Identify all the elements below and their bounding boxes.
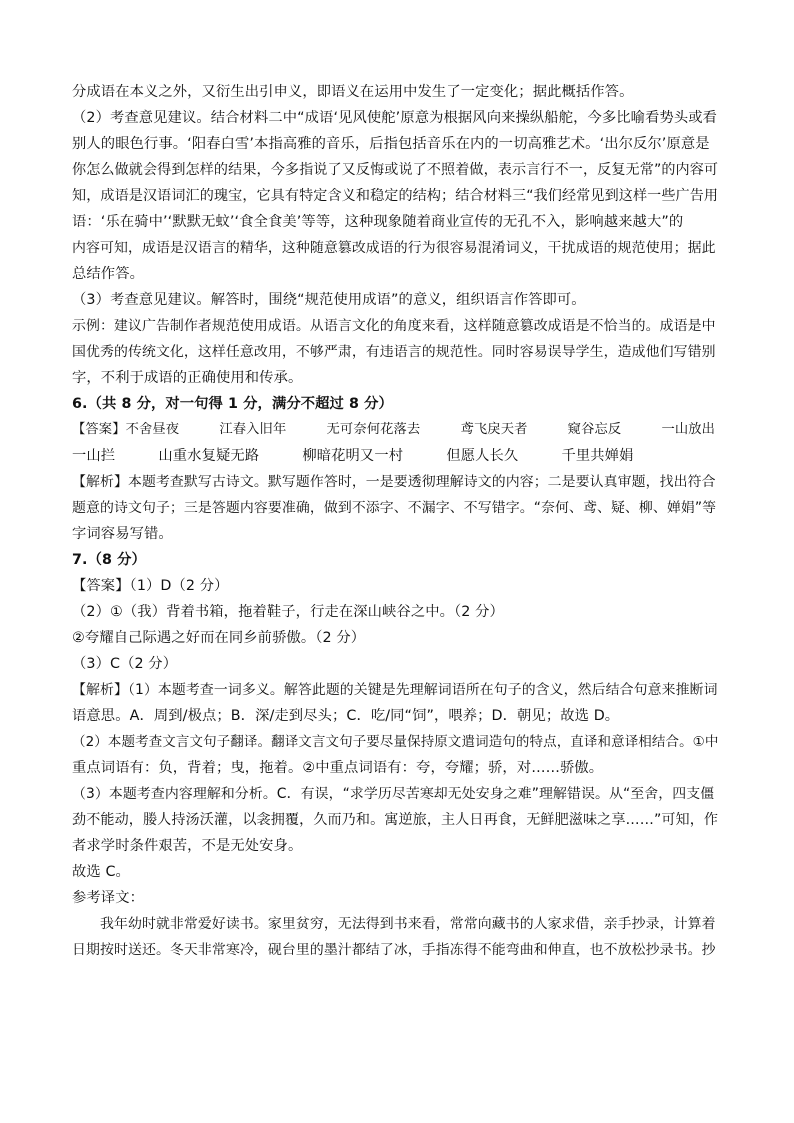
text-line: 一山拦 山重水复疑无路 柳暗花明又一村 但愿人长久 千里共婵娟 bbox=[72, 448, 634, 464]
text-line: （2）本题考查文言文句子翻译。翻译文言文句子要尽量保持原文遣词造句的特点，直译和意译相结合。①中 bbox=[72, 734, 719, 750]
text-line: 示例：建议广告制作者规范使用成语。从语言文化的角度来看，这样随意篡改成语是不恰当的。成语是中 bbox=[72, 318, 716, 334]
text-line: ②夸耀自己际遇之好而在同乡前骄傲。（2 分） bbox=[72, 630, 366, 646]
text-line: 劲不能动，媵人持汤沃灌，以衾拥覆，久而乃和。寓逆旅，主人日再食，无鲜肥滋味之享……”可知，作 bbox=[72, 812, 719, 828]
text-line: 字，不利于成语的正确使用和传承。 bbox=[72, 370, 303, 386]
text-line: 你怎么做就会得到怎样的结果，今多指说了又反悔或说了不照着做，表示言行不一，反复无常”的内容可 bbox=[72, 162, 719, 178]
text-line: 知，成语是汉语词汇的瑰宝，它具有特定含义和稳定的结构；结合材料三“我们经常见到这样一些广告用 bbox=[72, 188, 719, 204]
text-line: 【答案】（1）D（2 分） bbox=[72, 578, 229, 594]
text-line: 者求学时条件艰苦，不是无处安身。 bbox=[72, 838, 303, 854]
text-line: 故选 C。 bbox=[72, 864, 130, 880]
text-line: （3）C（2 分） bbox=[72, 656, 178, 672]
text-line: 【解析】（1）本题考查一词多义。解答此题的关键是先理解词语所在句子的含义，然后结合句意来推断词 bbox=[72, 682, 718, 698]
text-line: 总结作答。 bbox=[72, 266, 144, 282]
text-line: 语：‘乐在骑中’‘默默无蚊’‘食全食美’等等，这种现象随着商业宣传的无孔不入，影响越来越大”的 bbox=[72, 214, 684, 230]
text-line: 6.（共 8 分，对一句得 1 分，满分不超过 8 分） bbox=[72, 396, 393, 412]
text-line: （3）本题考查内容理解和分析。C．有误，“求学历尽苦寒却无处安身之难”理解错误。从“至舍，四支僵 bbox=[72, 786, 715, 802]
text-line: 题意的诗文句子；三是答题内容要准确，做到不添字、不漏字、不写错字。“奈何、鸢、疑、柳、婵娟”等 bbox=[72, 500, 717, 516]
text-line: 国优秀的传统文化，这样任意改用，不够严肃，有违语言的规范性。同时容易误导学生，造成他们写错别 bbox=[72, 344, 716, 360]
text-line: 我年幼时就非常爱好读书。家里贫穷，无法得到书来看，常常向藏书的人家求借，亲手抄录，计算着 bbox=[72, 916, 716, 932]
text-line: 参考译文： bbox=[72, 890, 144, 906]
text-line: 【答案】不舍昼夜 江春入旧年 无可奈何花落去 鸢飞戾天者 窥谷忘反 一山放出 bbox=[72, 422, 716, 437]
text-line: （3）考查意见建议。解答时，围绕“规范使用成语”的意义，组织语言作答即可。 bbox=[72, 292, 586, 308]
text-line: （2）考查意见建议。结合材料二中“成语‘见风使舵’原意为根据风向来操纵船舵，今多比喻看势头或看 bbox=[72, 110, 718, 126]
text-line: 内容可知，成语是汉语言的精华，这种随意篡改成语的行为很容易混淆词义，干扰成语的规范使用；据此 bbox=[72, 240, 716, 256]
text-line: 7.（8 分） bbox=[72, 552, 146, 568]
text-line: 字词容易写错。 bbox=[72, 526, 173, 542]
text-line: 重点词语有：负，背着；曳，拖着。②中重点词语有：夸，夸耀；骄，对……骄傲。 bbox=[72, 760, 604, 776]
text-line: 分成语在本义之外，又衍生出引申义，即语义在运用中发生了一定变化；据此概括作答。 bbox=[72, 84, 634, 100]
text-line: （2）①（我）背着书箱，拖着鞋子，行走在深山峡谷之中。（2 分） bbox=[72, 604, 504, 620]
text-line: 日期按时送还。冬天非常寒冷，砚台里的墨汁都结了冰，手指冻得不能弯曲和伸直，也不放松抄录书。抄 bbox=[72, 942, 716, 958]
text-line: 【解析】本题考查默写古诗文。默写题作答时，一是要透彻理解诗文的内容；二是要认真审题，找出符合 bbox=[72, 474, 716, 490]
text-line: 语意思。A．周到/极点；B．深/走到尽头；C．吃/同“饲”，喂养；D．朝见；故选 D。 bbox=[72, 708, 620, 724]
text-line: 别人的眼色行事。‘阳春白雪’本指高雅的音乐，后指包括音乐在内的一切高雅艺术。‘出尔反尔’原意是 bbox=[72, 136, 710, 152]
